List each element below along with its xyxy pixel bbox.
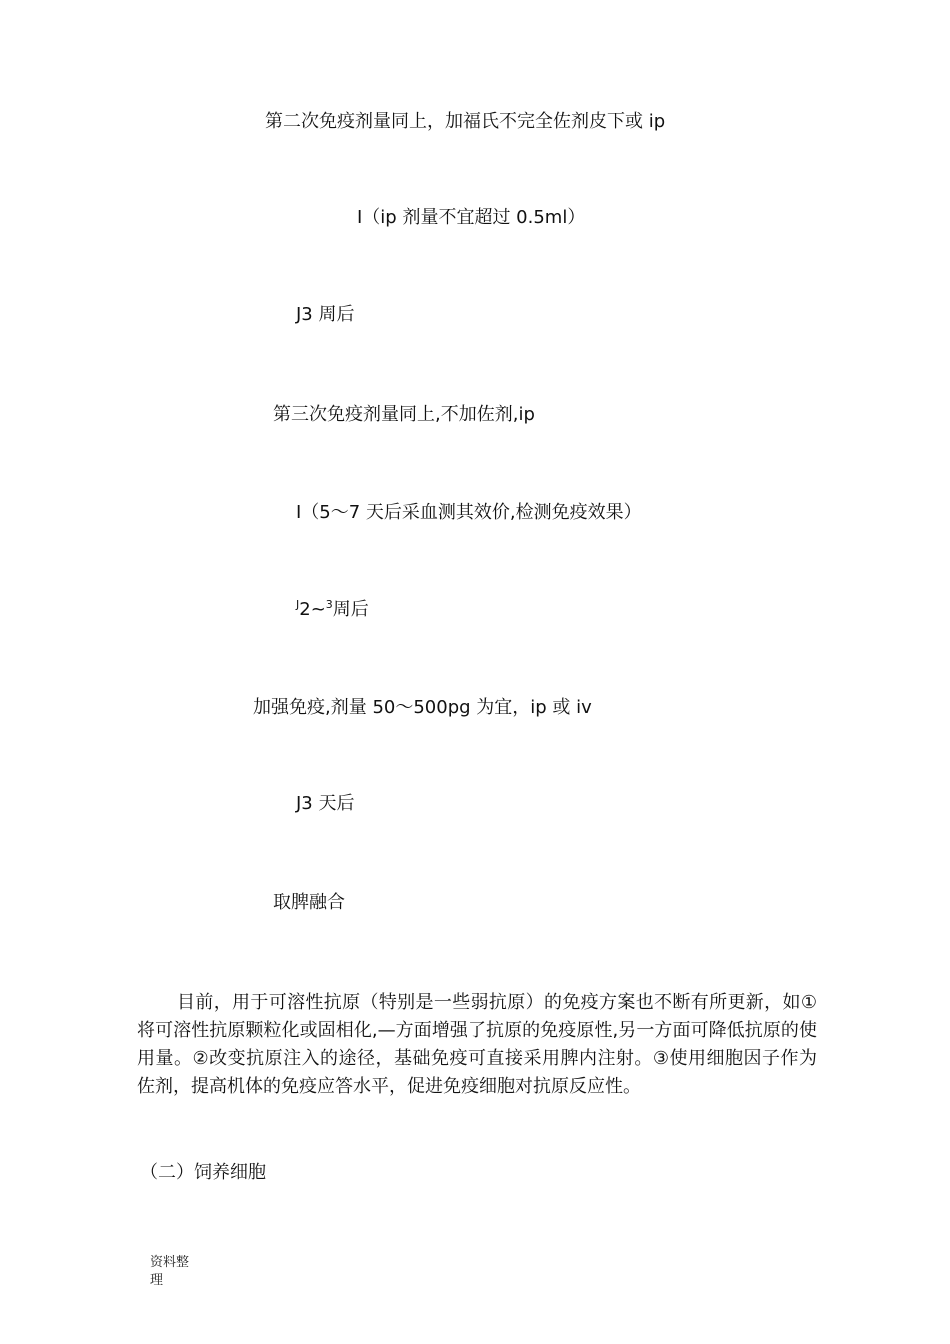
flow-step-titer-check: I（5〜7 天后采血测其效价,检测免疫效果） <box>296 502 642 523</box>
page-footer: 资料整理 <box>150 1255 190 1288</box>
body-paragraph: 目前，用于可溶性抗原（特别是一些弱抗原）的免疫方案也不断有所更新，如①将可溶性抗原颗粒化或固相化,—方面增强了抗原的免疫原性,另一方面可降低抗原的使用量。②改变抗原注入的途径，基础免疫可直接采用脾内注射。③使用细胞因子作为佐剂，提高机体的免疫应答水平，促进免疫细胞对抗原反应性。 <box>137 992 817 1097</box>
flow-step-second-immunization: 第二次免疫剂量同上，加福氏不完全佐剂皮下或 ip <box>265 111 666 132</box>
weeks-range-end: 3 <box>325 598 333 611</box>
flow-step-spleen-fusion: 取脾融合 <box>273 892 345 913</box>
flow-step-three-weeks: J3 周后 <box>296 304 355 325</box>
arrow-prefix: J <box>296 598 300 611</box>
flow-step-two-three-weeks <box>296 599 369 621</box>
flow-step-three-days: J3 天后 <box>296 793 355 814</box>
flow-step-ip-dose-note: I（ip 剂量不宜超过 0.5ml） <box>357 207 586 228</box>
flow-step-booster: 加强免疫,剂量 50〜500pg 为宜，ip 或 iv <box>253 697 592 718</box>
section-heading: （二）饲养细胞 <box>140 1162 266 1183</box>
weeks-label: 周后 <box>332 599 369 620</box>
weeks-range-start: 2~ <box>299 599 326 620</box>
flow-step-third-immunization: 第三次免疫剂量同上,不加佐剂,ip <box>273 404 535 425</box>
